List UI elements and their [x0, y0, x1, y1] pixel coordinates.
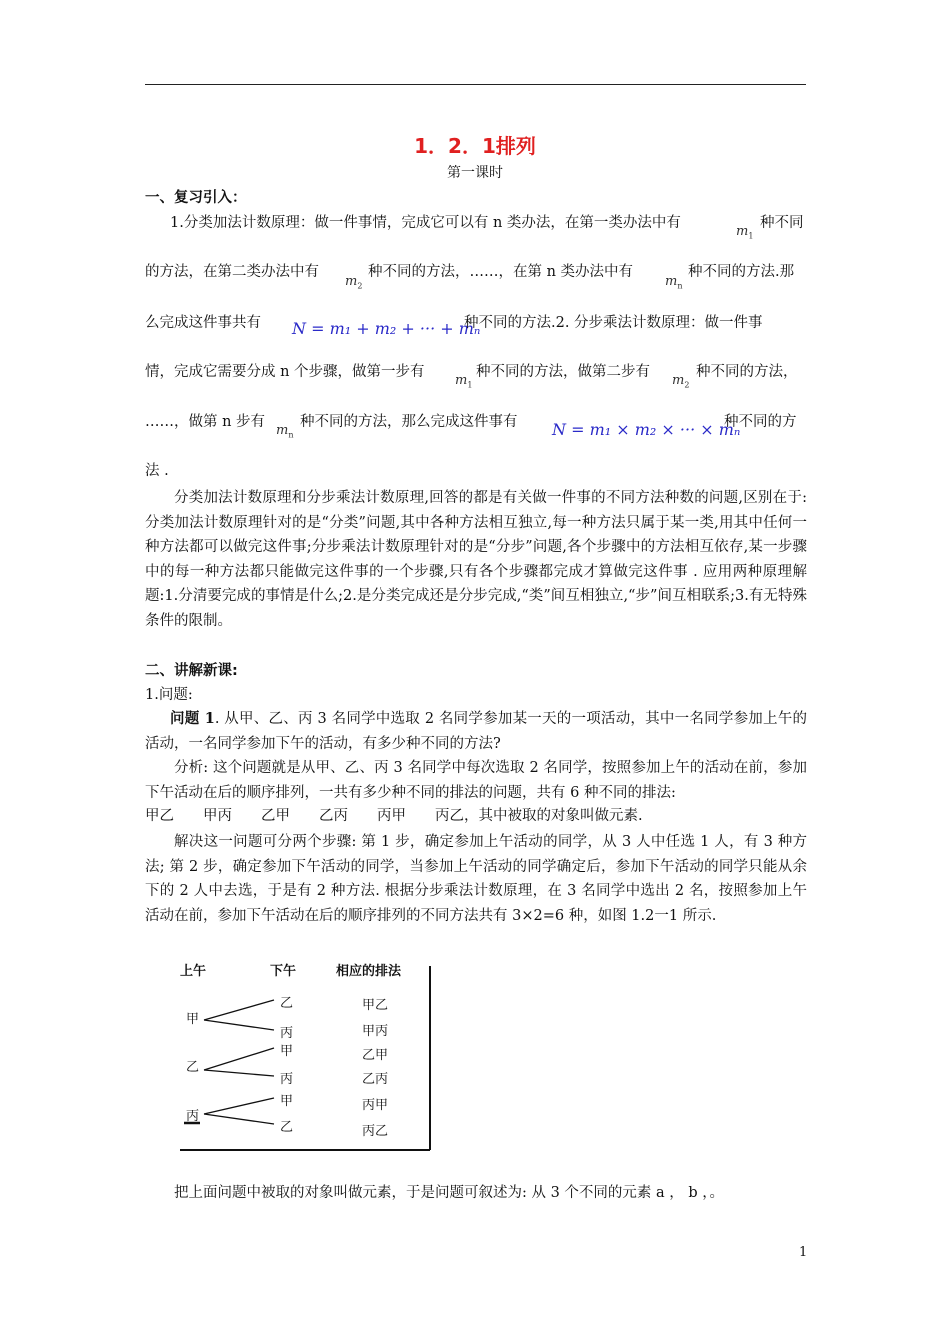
header-rule [145, 84, 806, 85]
text-line: 的方法，在第二类办法中有 [145, 264, 319, 280]
figure-result-item: 丙甲 [362, 1098, 389, 1113]
figure-header-afternoon: 下午 [270, 964, 297, 979]
text-line: 种不同的方法， [696, 364, 798, 380]
formula-sum: N = m₁ + m₂ + ··· + mₙ [292, 319, 481, 338]
math-m1: $m_1$ [736, 224, 754, 241]
figure-result-item: 乙甲 [362, 1048, 389, 1063]
figure-am-item: 甲 [186, 1012, 200, 1027]
figure-am-item: 丙 [186, 1109, 200, 1124]
paragraph-principles: 分类加法计数原理和分步乘法计数原理,回答的都是有关做一件事的不同方法种数的问题,区别在于:分类加法计数原理针对的是“分类”问题,其中各种方法相互独立,每一种方法只属于某一类,用其中任何一种方法都可以做完这件事;分步乘法计数原理针对的是“分步”问题,各个步骤中的方法相互依存,某一步骤中的每一种方法都只能做完这件事的一个步骤,只有各个步骤都完成才算做完这件事 . 应用两种原理解题:1.分清要完成的事情是什么;2.是分类完成还是分步完成,“类”间互相独立,“步”间互相联系;3.有无特殊条件的限制。 [145, 490, 807, 629]
text-line: 种不同的方法，……，在第 n 类办法中有 [368, 264, 634, 280]
text-line: 么完成这件事共有 [145, 315, 261, 331]
formula-product: N = m₁ × m₂ × ··· × mₙ [552, 420, 741, 439]
text-line: 种不同的方法.2. 分步乘法计数原理：做一件事 [464, 315, 763, 331]
figure-result-item: 甲乙 [362, 998, 389, 1013]
text-line: 种不同 [760, 215, 804, 231]
text-line: 法 . [145, 463, 169, 479]
math-m1: $m_1$ [455, 373, 473, 390]
figure-result-item: 甲丙 [362, 1024, 389, 1039]
figure-header-result: 相应的排法 [336, 964, 402, 979]
figure-header-morning: 上午 [180, 964, 207, 979]
figure-pm-item: 丙 [280, 1072, 294, 1087]
math-mn: $m_n$ [665, 274, 683, 291]
paragraph-analysis: 分析: 这个问题就是从甲、乙、丙 3 名同学中每次选取 2 名同学，按照参加上午的活动在前，参加下午活动在后的顺序排列，一共有多少种不同的排法的问题，共有 6 种不同的排法: [145, 760, 807, 801]
math-m2: $m_2$ [345, 274, 363, 291]
figure-result-item: 乙丙 [362, 1072, 389, 1087]
figure-result-item: 丙乙 [362, 1124, 389, 1139]
tree-diagram-figure [176, 958, 434, 1158]
figure-am-item: 乙 [186, 1060, 200, 1075]
figure-pm-item: 甲 [280, 1094, 294, 1109]
math-m2: $m_2$ [672, 373, 690, 390]
paragraph-solution: 解决这一问题可分两个步骤: 第 1 步，确定参加上午活动的同学，从 3 人中任选 1 人，有 3 种方法; 第 2 步，确定参加下午活动的同学，当参加上午活动的同学确定后，参加下午活动的同学只能从余下的 2 人中去选，于是有 2 种方法. 根据分步乘法计数原理，在 3 名同学中选出 2 名，按照参加上午活动在前，参加下午活动在后的顺序排列的不同方法共有 3×2=6 种，如图 1.2一1 所示. [145, 834, 807, 924]
text-line-last: 把上面问题中被取的对象叫做元素，于是问题可叙述为: 从 3 个不同的元素 a ， b ，。 [174, 1185, 725, 1201]
text-line: ……，做第 n 步有 [145, 414, 266, 430]
math-mn: $m_n$ [276, 423, 294, 440]
page-title: 1．2．1排列 [414, 134, 536, 158]
page-subtitle: 第一课时 [447, 165, 503, 181]
question-heading: 1.问题: [145, 687, 193, 703]
section-heading-new: 二、讲解新课: [145, 663, 238, 679]
tree-diagram-lines [176, 958, 434, 1158]
text-line: 种不同的方 [724, 414, 797, 430]
text-line: 种不同的方法，那么完成这件事有 [300, 414, 518, 430]
question-1 [145, 707, 807, 756]
figure-pm-item: 丙 [280, 1026, 294, 1041]
question-1-text: . 从甲、乙、丙 3 名同学中选取 2 名同学参加某一天的一项活动，其中一名同学参加上午的活动，一名同学参加下午的活动，有多少种不同的方法? [145, 711, 807, 752]
page-number: 1 [799, 1245, 808, 1260]
section-heading-review: 一、复习引入： [145, 190, 247, 206]
question-1-label: 问题 1 [170, 710, 215, 727]
text-line: 1.分类加法计数原理：做一件事情，完成它可以有 n 类办法，在第一类办法中有 [170, 215, 681, 231]
figure-pm-item: 乙 [280, 996, 294, 1011]
figure-pm-item: 乙 [280, 1120, 294, 1135]
figure-pm-item: 甲 [280, 1044, 294, 1059]
text-line: 情，完成它需要分成 n 个步骤，做第一步有 [145, 364, 425, 380]
text-line: 种不同的方法，做第二步有 [476, 364, 650, 380]
permutation-list: 甲乙 甲丙 乙甲 乙丙 丙甲 丙乙，其中被取的对象叫做元素. [145, 808, 643, 824]
text-line: 种不同的方法.那 [688, 264, 795, 280]
